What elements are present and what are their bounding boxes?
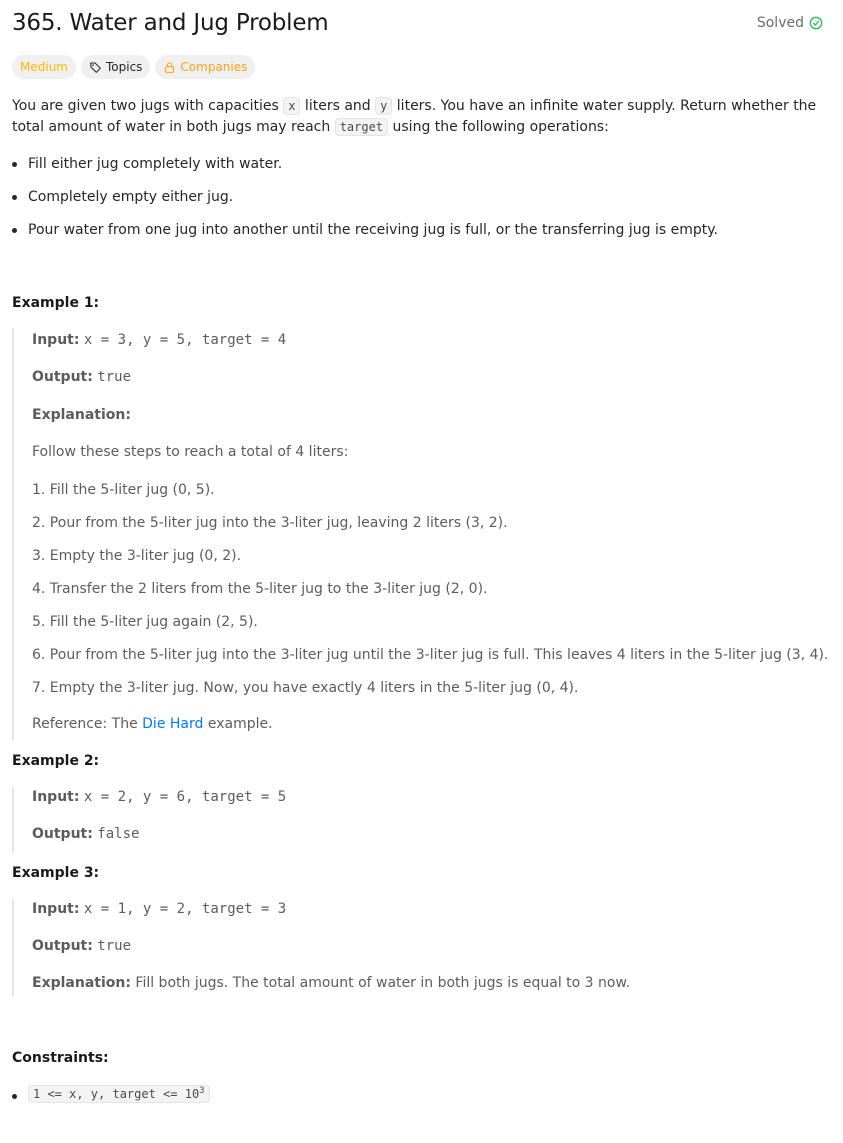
- example-2-heading: Example 2:: [12, 753, 100, 769]
- example-3-output: true: [97, 938, 132, 954]
- list-item: Pour water from one jug into another until the receiving jug is full, or the transferring jug is empty.: [12, 219, 827, 241]
- example-3-block: Input: x = 1, y = 2, target = 3 Output: true Explanation: Fill both jugs. The total amount of water in both jugs is equal to 3 now.: [12, 899, 827, 996]
- list-item: 3. Empty the 3-liter jug (0, 2).: [32, 548, 242, 564]
- tag-row: [12, 55, 255, 79]
- example-1-heading: Example 1:: [12, 295, 100, 311]
- example-2-block: Input: x = 2, y = 6, target = 5 Output: false: [12, 787, 827, 853]
- example-1-reference: Reference: The Die Hard example.: [32, 716, 273, 732]
- code-x: x: [283, 97, 300, 115]
- example-1-explanation-label: Explanation:: [32, 407, 131, 423]
- lock-icon: [163, 61, 176, 74]
- example-1-steps: [32, 479, 828, 710]
- example-3-heading: Example 3:: [12, 865, 100, 881]
- difficulty-label: Medium: [20, 60, 68, 74]
- list-item: 6. Pour from the 5-liter jug into the 3-liter jug until the 3-liter jug is full. This leaves 4 liters in the 5-liter jug (3, 4).: [32, 647, 829, 663]
- topics-label: Topics: [105, 60, 143, 74]
- example-1-block: Input: x = 3, y = 5, target = 4 Output: true Explanation: Follow these steps to reach a total of 4 liters: 1. Fill the 5-liter jug (0, 5). 2. Pour from the 5-liter jug into the 3-liter jug, leaving 2 liters (3, 2). 3. Empty the 3-liter jug (0, 2). 4. Transfer the 2 liters from the 5-liter jug to the 3-liter jug (2, 0). 5. Fill the 5-liter jug again (2, 5). 6. Pour from the 5-liter jug into the 3-liter jug until the 3-liter jug is full. This leaves 4 liters in the 5-liter jug (3, 4). 7. Empty the 3-liter jug. Now, you have exactly 4 liters in the 5-liter jug (0, 4). Reference: The Die Hard example.: [12, 328, 827, 740]
- list-item: 1. Fill the 5-liter jug (0, 5).: [32, 482, 215, 498]
- check-circle-icon: [809, 16, 823, 30]
- die-hard-link[interactable]: Die Hard: [142, 716, 204, 732]
- companies-label: Companies: [180, 60, 248, 74]
- example-1-output: true: [97, 369, 132, 385]
- example-3-explanation: Fill both jugs. The total amount of water in both jugs is equal to 3 now.: [135, 975, 631, 991]
- list-item: 7. Empty the 3-liter jug. Now, you have exactly 4 liters in the 5-liter jug (0, 4).: [32, 680, 579, 696]
- list-item: Completely empty either jug.: [12, 186, 827, 208]
- example-2-input: x = 2, y = 6, target = 5: [83, 789, 287, 805]
- solved-status: [757, 15, 823, 31]
- code-target: target: [335, 118, 388, 136]
- solved-label: Solved: [756, 15, 804, 31]
- example-1-input: x = 3, y = 5, target = 4: [83, 332, 287, 348]
- problem-title: 365. Water and Jug Problem: [12, 10, 329, 36]
- list-item: 5. Fill the 5-liter jug again (2, 5).: [32, 614, 258, 630]
- list-item: 2. Pour from the 5-liter jug into the 3-liter jug, leaving 2 liters (3, 2).: [32, 515, 508, 531]
- example-2-output: false: [97, 826, 140, 842]
- problem-statement: You are given two jugs with capacities x liters and y liters. You have an infinite water supply. Return whether the total amount of water in both jugs may reach target using the following operations:: [12, 98, 817, 135]
- example-3-input: x = 1, y = 2, target = 3: [83, 901, 287, 917]
- topics-tag[interactable]: [81, 55, 150, 79]
- constraint-code: 1 <= x, y, target <= $10^3$: [28, 1085, 210, 1103]
- example-1-intro: Follow these steps to reach a total of 4 liters:: [32, 444, 349, 460]
- constraints-heading: Constraints:: [12, 1050, 109, 1066]
- tag-icon: [89, 61, 102, 74]
- companies-tag[interactable]: [155, 55, 255, 79]
- constraint-item: [12, 1086, 210, 1102]
- code-y: y: [375, 97, 392, 115]
- list-item: 4. Transfer the 2 liters from the 5-liter jug to the 3-liter jug (2, 0).: [32, 581, 488, 597]
- list-item: Fill either jug completely with water.: [12, 153, 827, 175]
- difficulty-tag[interactable]: [12, 55, 76, 79]
- operations-list: [12, 153, 827, 241]
